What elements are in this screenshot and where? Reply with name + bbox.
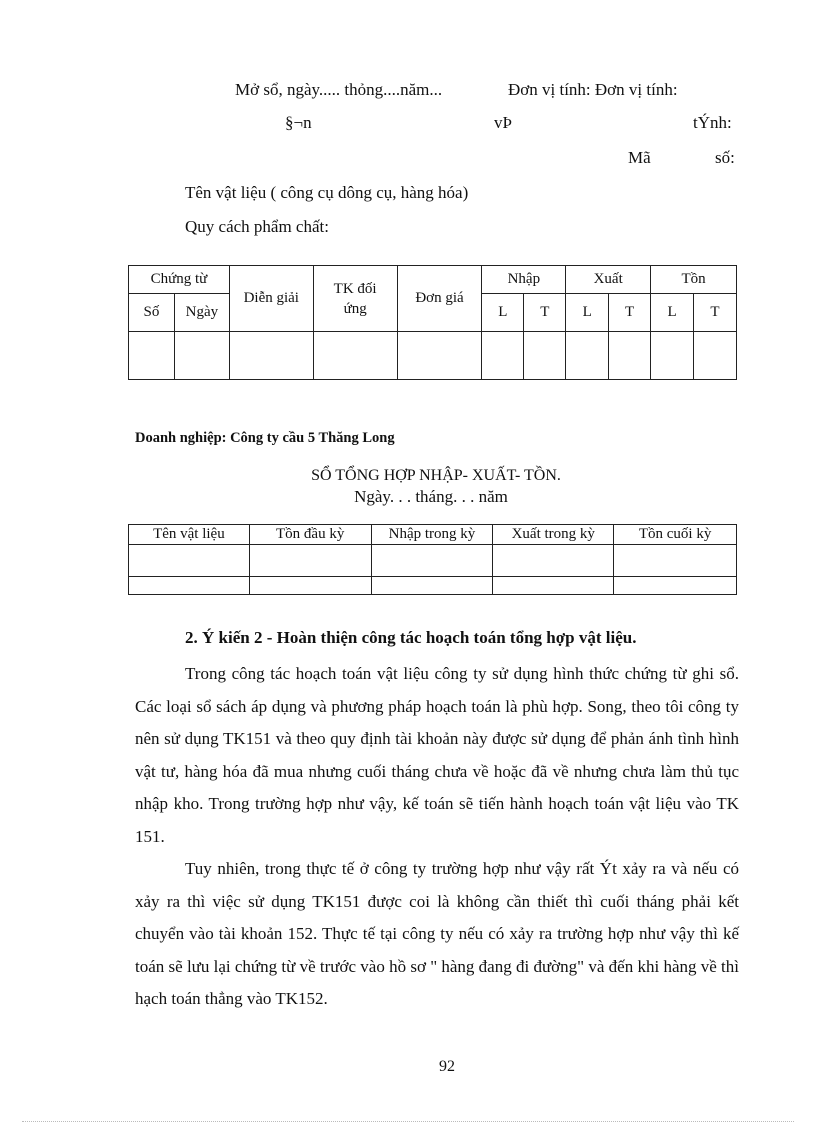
garbled-don: §¬n [285,113,312,132]
code-suffix: số: [715,148,735,167]
spec-label: Quy cách phẩm chất: [185,217,329,236]
col-ton-l: L [651,294,694,332]
col-xuat: Xuất [566,266,651,294]
table-row [129,332,737,380]
col-xuat-trong-ky: Xuất trong kỳ [493,525,614,545]
summary-date: Ngày. . . tháng. . . năm [354,487,508,506]
col-xuat-l: L [566,294,609,332]
summary-table [128,524,737,595]
paragraph-1: Trong công tác hoạch toán vật liệu công ty sử dụng hình thức chứng từ ghi sổ. Các loại sổ sách áp dụng và phương pháp hoạch toán là phù hợp. Song, theo tôi công ty nên sử dụng TK151 và theo quy định tài khoản này được sử dụng để phản ánh tình hình vật tư, hàng hóa đã mua nhưng cuối tháng chưa về hoặc đã về nhưng chưa làm thủ tục nhập kho. Trong trường hợp như vậy, kế toán sẽ tiến hành hoạch toán vật liệu vào TK 151. [135,664,739,846]
col-tk-doi-ung: TK đối ứng [313,266,397,332]
table-row [129,545,737,577]
code-label: Mã [628,148,651,167]
col-ten-vat-lieu: Tên vật liệu [129,525,250,545]
open-date-line: Mở sổ, ngày..... thỏng....năm... [235,80,443,99]
col-ton-cuoi-ky: Tồn cuối kỳ [614,525,737,545]
company-name: Doanh nghiệp: Công ty cầu 5 Thăng Long [135,430,395,446]
col-nhap-trong-ky: Nhập trong kỳ [371,525,493,545]
summary-title: SỔ TỔNG HỢP NHẬP- XUẤT- TỒN. [311,467,561,484]
col-so: Số [129,294,175,332]
col-dien-giai: Diễn giải [229,266,313,332]
garbled-tinh: tÝnh: [693,113,732,132]
table-row [129,577,737,595]
col-ngay: Ngày [174,294,229,332]
col-xuat-t: T [609,294,651,332]
section-heading: 2. Ý kiến 2 - Hoàn thiện công tác hoạch toán tổng hợp vật liệu. [185,628,637,647]
col-chung-tu: Chứng từ [129,266,230,294]
paragraph-2: Tuy nhiên, trong thực tế ở công ty trường hợp như vậy rất Ýt xảy ra và nếu có xảy ra thì việc sử dụng TK151 được coi là không cần thiết thì cuối tháng phải kết chuyển vào tài khoản 152. Thực tế tại công ty nếu có xảy ra trường hợp như vậy thì kế toán sẽ lưu lại chứng từ về trước vào hồ sơ " hàng đang đi đường" và đến khi hàng về thì hạch toán thẳng vào TK152. [135,859,739,1008]
body-text [135,658,739,1016]
page-bottom-border [22,1121,794,1122]
material-name-label: Tên vật liệu ( công cụ dông cụ, hàng hóa) [185,183,469,202]
col-don-gia: Đơn giá [397,266,482,332]
unit-label: Đơn vị tính: Đơn vị tính: [508,80,678,99]
page-number: 92 [439,1058,455,1075]
col-nhap: Nhập [482,266,566,294]
col-ton-dau-ky: Tồn đầu kỳ [249,525,371,545]
col-nhap-l: L [482,294,524,332]
garbled-vi: vÞ [494,113,512,132]
col-nhap-t: T [524,294,566,332]
col-ton-t: T [694,294,737,332]
col-ton: Tồn [651,266,737,294]
stock-card-table [128,265,737,380]
